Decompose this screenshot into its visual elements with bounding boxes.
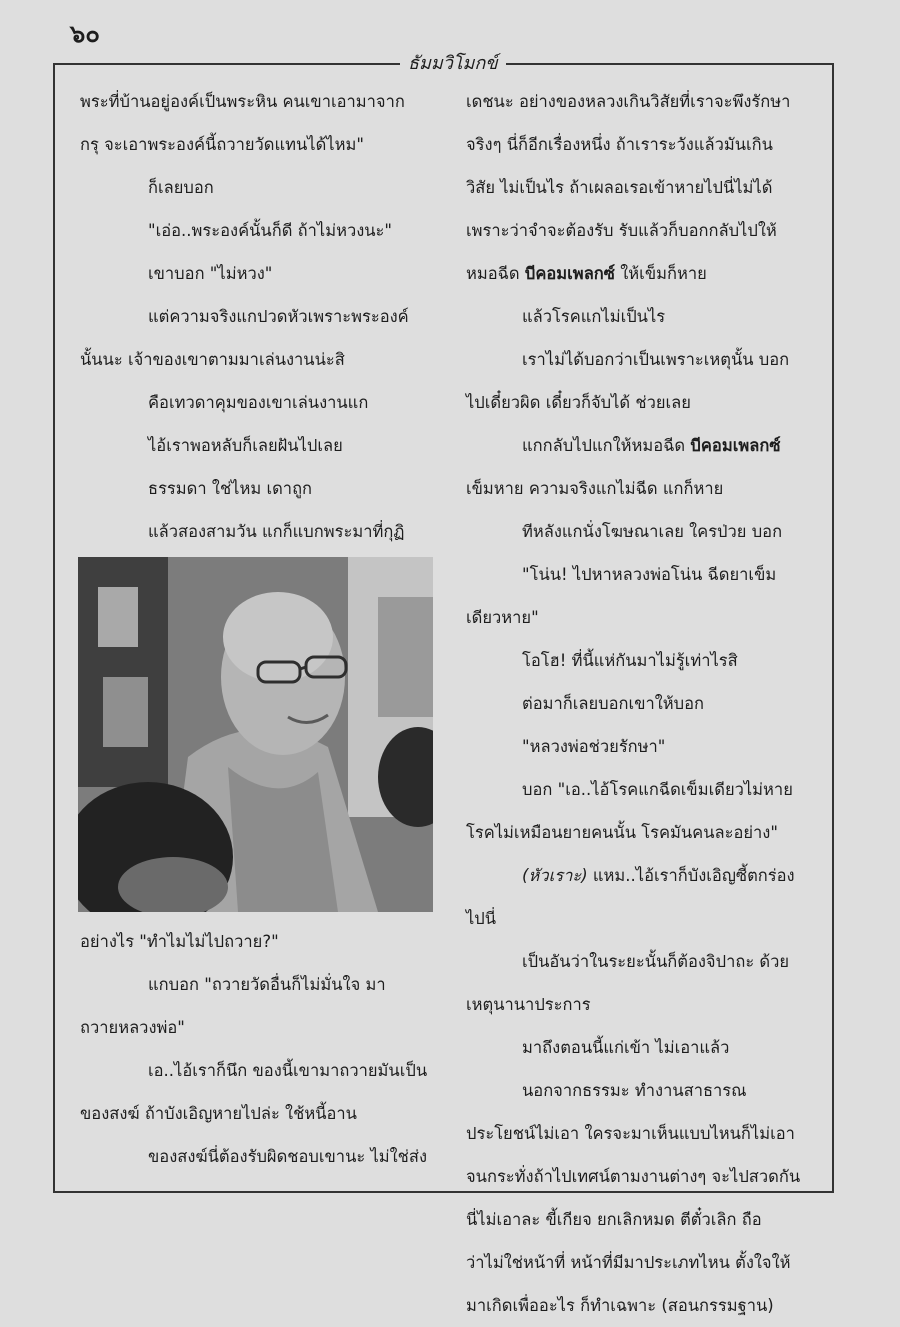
left-column	[80, 80, 445, 596]
text-line: เข็มหาย ความจริงแกไม่ฉีด แกก็หาย	[466, 479, 724, 498]
text-line: เดียวหาย"	[466, 608, 539, 627]
text-line: นั้นนะ เจ้าของเขาตามมาเล่นงานน่ะสิ	[80, 350, 345, 369]
text-line: วิสัย ไม่เป็นไร ถ้าเผลอเรอเข้าหายไปนี่ไม่ได้	[466, 178, 773, 197]
text-line	[466, 854, 826, 897]
text-line: เพราะว่าจำจะต้องรับ รับแล้วก็บอกกลับไปให้	[466, 221, 777, 240]
text-line: จนกระทั่งถ้าไปเทศน์ตามงานต่างๆ จะไปสวดกัน	[466, 1167, 801, 1186]
drug-name: บีคอมเพลกซ์	[524, 264, 615, 283]
text-line: เดชนะ อย่างของหลวงเกินวิสัยที่เราจะพึงรักษา	[466, 92, 791, 111]
text-line: "โน่น! ไปหาหลวงพ่อโน่น ฉีดยาเข็ม	[522, 565, 777, 584]
text-run: ให้เข็มก็หาย	[615, 264, 707, 283]
text-line: โอโฮ! ที่นี้แห่กันมาไม่รู้เท่าไรสิ	[522, 651, 738, 670]
text-line	[466, 424, 826, 467]
text-line: ไปนี่	[466, 909, 497, 928]
text-line: ต่อมาก็เลยบอกเขาให้บอก	[522, 694, 705, 713]
text-line: มาเกิดเพื่ออะไร ก็ทำเฉพาะ (สอนกรรมฐาน)	[466, 1296, 774, 1315]
running-header: ธัมมวิโมกข์	[400, 48, 506, 77]
text-line: เป็นอันว่าในระยะนั้นก็ต้องจิปาถะ ด้วย	[522, 952, 790, 971]
text-line: ประโยชน์ไม่เอา ใครจะมาเห็นแบบไหนก็ไม่เอา	[466, 1124, 795, 1143]
text-line: โรคไม่เหมือนยายคนนั้น โรคมันคนละอย่าง"	[466, 823, 778, 842]
page-number: ๖๐	[70, 19, 100, 48]
text-line: ธรรมดา ใช่ไหม เดาถูก	[148, 479, 313, 498]
text-line: ของสงฆ์นี่ต้องรับผิดชอบเขานะ ไม่ใช่ส่ง	[148, 1147, 428, 1166]
text-line: เขาบอก "ไม่หวง"	[148, 264, 273, 283]
text-line: แกบอก "ถวายวัดอื่นก็ไม่มั่นใจ มา	[148, 975, 386, 994]
text-line: ไอ้เราพอหลับก็เลยฝันไปเลย	[148, 436, 343, 455]
text-line: มาถึงตอนนี้แก่เข้า ไม่เอาแล้ว	[522, 1038, 730, 1057]
text-line: "เอ่อ..พระองค์นั้นก็ดี ถ้าไม่หวงนะ"	[148, 221, 393, 240]
text-line: นอกจากธรรมะ ทำงานสาธารณ	[522, 1081, 747, 1100]
text-line	[466, 252, 826, 295]
text-line: คือเทวดาคุมของเขาเล่นงานแก	[148, 393, 369, 412]
text-line: แล้วโรคแกไม่เป็นไร	[522, 307, 666, 326]
text-line: พระที่บ้านอยู่องค์เป็นพระหิน คนเขาเอามาจาก	[80, 92, 405, 111]
monk-photo	[78, 557, 433, 912]
text-line: นี่ไม่เอาละ ขี้เกียจ ยกเลิกหมด ตีตั๋วเลิก ถือ	[466, 1210, 762, 1229]
text-line: เราไม่ได้บอกว่าเป็นเพราะเหตุนั้น บอก	[522, 350, 790, 369]
text-line: ก็เลยบอก	[148, 178, 214, 197]
text-line: บอก "เอ..ไอ้โรคแกฉีดเข็มเดียวไม่หาย	[522, 780, 793, 799]
text-line: ถวายหลวงพ่อ"	[80, 1018, 185, 1037]
monk-photo-illustration	[78, 557, 433, 912]
text-line: ของสงฆ์ ถ้าบังเอิญหายไปล่ะ ใช้หนี้อาน	[80, 1104, 357, 1123]
text-line: แล้วสองสามวัน แกก็แบกพระมาที่กุฏิ	[148, 522, 405, 541]
drug-name: บีคอมเพลกซ์	[690, 436, 781, 455]
text-line: จริงๆ นี่ก็อีกเรื่องหนึ่ง ถ้าเราระวังแล้วมันเกิน	[466, 135, 773, 154]
text-run: แกกลับไปแกให้หมอฉีด	[522, 436, 691, 455]
text-line: ทีหลังแกนั่งโฆษณาเลย ใครป่วย บอก	[522, 522, 783, 541]
text-run: หมอฉีด	[466, 264, 525, 283]
text-line: ไปเดี๋ยวผิด เดี๋ยวก็จับได้ ช่วยเลย	[466, 393, 691, 412]
text-line: เหตุนานาประการ	[466, 995, 591, 1014]
laugh-note: (หัวเราะ)	[522, 866, 588, 885]
text-line: "หลวงพ่อช่วยรักษา"	[522, 737, 666, 756]
text-line: ว่าไม่ใช่หน้าที่ หน้าที่มีมาประเภทไหน ตั้งใจให้	[466, 1253, 791, 1272]
text-run: แหม..ไอ้เราก็บังเอิญซี้ตกร่อง	[587, 866, 795, 885]
text-line: แต่ความจริงแกปวดหัวเพราะพระองค์	[148, 307, 409, 326]
left-column-bottom	[80, 920, 445, 1178]
right-column	[466, 80, 826, 1327]
text-line: เอ..ไอ้เราก็นึก ของนี้เขามาถวายมันเป็น	[148, 1061, 428, 1080]
text-line: อย่างไร "ทำไมไม่ไปถวาย?"	[80, 932, 279, 951]
text-line: กรุ จะเอาพระองค์นี้ถวายวัดแทนได้ไหม"	[80, 135, 364, 154]
